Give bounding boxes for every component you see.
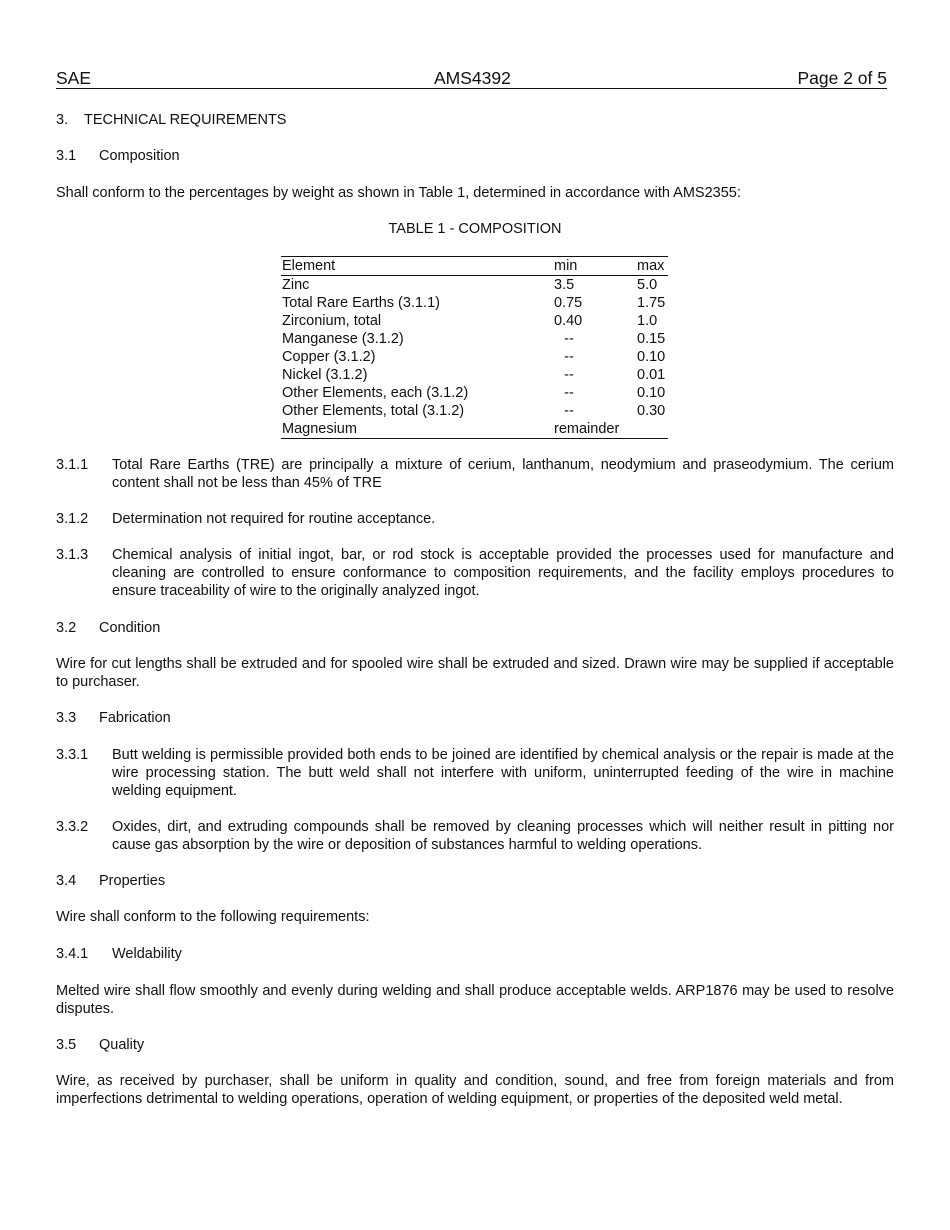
composition-table bbox=[281, 256, 668, 439]
cell-min: 3.5 bbox=[554, 277, 575, 293]
table-row bbox=[281, 330, 668, 348]
section-title: Quality bbox=[99, 1037, 145, 1053]
column-header-max: max bbox=[637, 258, 665, 274]
cell-max: 1.0 bbox=[637, 313, 658, 329]
cell-min-value: -- bbox=[564, 367, 574, 383]
cell-max: 5.0 bbox=[637, 277, 658, 293]
section-number: 3.5 bbox=[56, 1037, 77, 1053]
page-header bbox=[56, 68, 887, 89]
cell-element: Zirconium, total bbox=[282, 313, 382, 329]
cell-min: 0.40 bbox=[554, 313, 583, 329]
section-number: 3.3.2 bbox=[56, 819, 89, 835]
cell-element: Magnesium bbox=[282, 421, 357, 437]
cell-element: Copper (3.1.2) bbox=[282, 349, 376, 365]
cell-max: 0.30 bbox=[637, 403, 666, 419]
cell-min bbox=[553, 348, 636, 366]
cell-max: 0.10 bbox=[637, 385, 666, 401]
cell-max: 1.75 bbox=[637, 295, 666, 311]
quality-text: Wire, as received by purchaser, shall be uniform in quality and condition, sound, and free from foreign materials and from imperfections detrimental to welding operations, operation of welding equipment, or properties of the deposited weld metal. bbox=[56, 1073, 894, 1107]
section-number: 3.4 bbox=[56, 873, 77, 889]
table-row bbox=[281, 276, 668, 295]
table-row bbox=[281, 402, 668, 420]
section-text: Oxides, dirt, and extruding compounds shall be removed by cleaning processes which will neither result in pitting nor cause gas absorption by the wire or deposition of substances harmful to welding operations. bbox=[112, 819, 894, 853]
column-header-min: min bbox=[554, 258, 578, 274]
header-page-number: Page 2 of 5 bbox=[797, 68, 887, 88]
section-title: Condition bbox=[99, 620, 161, 636]
cell-max: 0.15 bbox=[637, 331, 666, 347]
composition-intro: Shall conform to the percentages by weight as shown in Table 1, determined in accordance with AMS2355: bbox=[56, 185, 741, 201]
section-number: 3. bbox=[56, 112, 69, 128]
section-number: 3.3 bbox=[56, 710, 77, 726]
table-caption: TABLE 1 - COMPOSITION bbox=[388, 221, 562, 237]
column-header-element: Element bbox=[282, 258, 336, 274]
cell-element: Manganese (3.1.2) bbox=[282, 331, 404, 347]
section-number: 3.2 bbox=[56, 620, 77, 636]
table-row bbox=[281, 420, 668, 439]
section-number: 3.3.1 bbox=[56, 747, 89, 763]
weldability-text: Melted wire shall flow smoothly and evenly during welding and shall produce acceptable welds. ARP1876 may be used to resolve disputes. bbox=[56, 983, 894, 1017]
cell-element: Total Rare Earths (3.1.1) bbox=[282, 295, 440, 311]
section-text: Total Rare Earths (TRE) are principally a mixture of cerium, lanthanum, neodymium and praseodymium. The cerium content shall not be less than 45% of TRE bbox=[112, 457, 894, 491]
cell-max: 0.10 bbox=[637, 349, 666, 365]
table-header-row bbox=[281, 257, 668, 276]
cell-element: Zinc bbox=[282, 277, 310, 293]
cell-min bbox=[553, 402, 636, 420]
cell-min: 0.75 bbox=[554, 295, 583, 311]
section-3-1-1 bbox=[56, 456, 894, 492]
section-title: Composition bbox=[99, 148, 180, 164]
table-row bbox=[281, 348, 668, 366]
section-text: Determination not required for routine acceptance. bbox=[112, 511, 436, 527]
cell-min-value: -- bbox=[564, 331, 574, 347]
cell-element: Other Elements, each (3.1.2) bbox=[282, 385, 469, 401]
cell-min-value: -- bbox=[564, 403, 574, 419]
cell-min-value: -- bbox=[564, 349, 574, 365]
table-row bbox=[281, 312, 668, 330]
cell-min: remainder bbox=[554, 421, 620, 437]
cell-min-value: -- bbox=[564, 385, 574, 401]
header-doc-number: AMS4392 bbox=[434, 68, 511, 88]
cell-min bbox=[553, 384, 636, 402]
cell-max: 0.01 bbox=[637, 367, 666, 383]
section-title: Weldability bbox=[112, 946, 182, 962]
section-number: 3.1.2 bbox=[56, 511, 89, 527]
section-number: 3.4.1 bbox=[56, 946, 89, 962]
section-number: 3.1.1 bbox=[56, 457, 89, 473]
section-title: TECHNICAL REQUIREMENTS bbox=[84, 112, 287, 128]
properties-text: Wire shall conform to the following requirements: bbox=[56, 909, 370, 925]
section-number: 3.1.3 bbox=[56, 547, 89, 563]
cell-element: Other Elements, total (3.1.2) bbox=[282, 403, 465, 419]
cell-min bbox=[553, 330, 636, 348]
table-row bbox=[281, 294, 668, 312]
condition-text: Wire for cut lengths shall be extruded and for spooled wire shall be extruded and sized. Drawn wire may be supplied if acceptable to purchaser. bbox=[56, 656, 894, 690]
table-row bbox=[281, 366, 668, 384]
section-text: Chemical analysis of initial ingot, bar, or rod stock is acceptable provided the processes used for manufacture and cleaning are controlled to ensure conformance to composition requirements, and the facility employs procedures to ensure traceability of wire to the originally analyzed ingot. bbox=[112, 547, 894, 599]
section-title: Fabrication bbox=[99, 710, 171, 726]
section-number: 3.1 bbox=[56, 148, 77, 164]
table-row bbox=[281, 384, 668, 402]
cell-min bbox=[553, 366, 636, 384]
section-title: Properties bbox=[99, 873, 166, 889]
section-text: Butt welding is permissible provided both ends to be joined are identified by chemical analysis or the repair is made at the wire processing station. The butt weld shall not interfere with uniform, uninterrupted feeding of the wire in machine welding equipment. bbox=[112, 747, 894, 799]
cell-max bbox=[636, 420, 668, 439]
cell-element: Nickel (3.1.2) bbox=[282, 367, 368, 383]
header-org: SAE bbox=[56, 68, 92, 88]
